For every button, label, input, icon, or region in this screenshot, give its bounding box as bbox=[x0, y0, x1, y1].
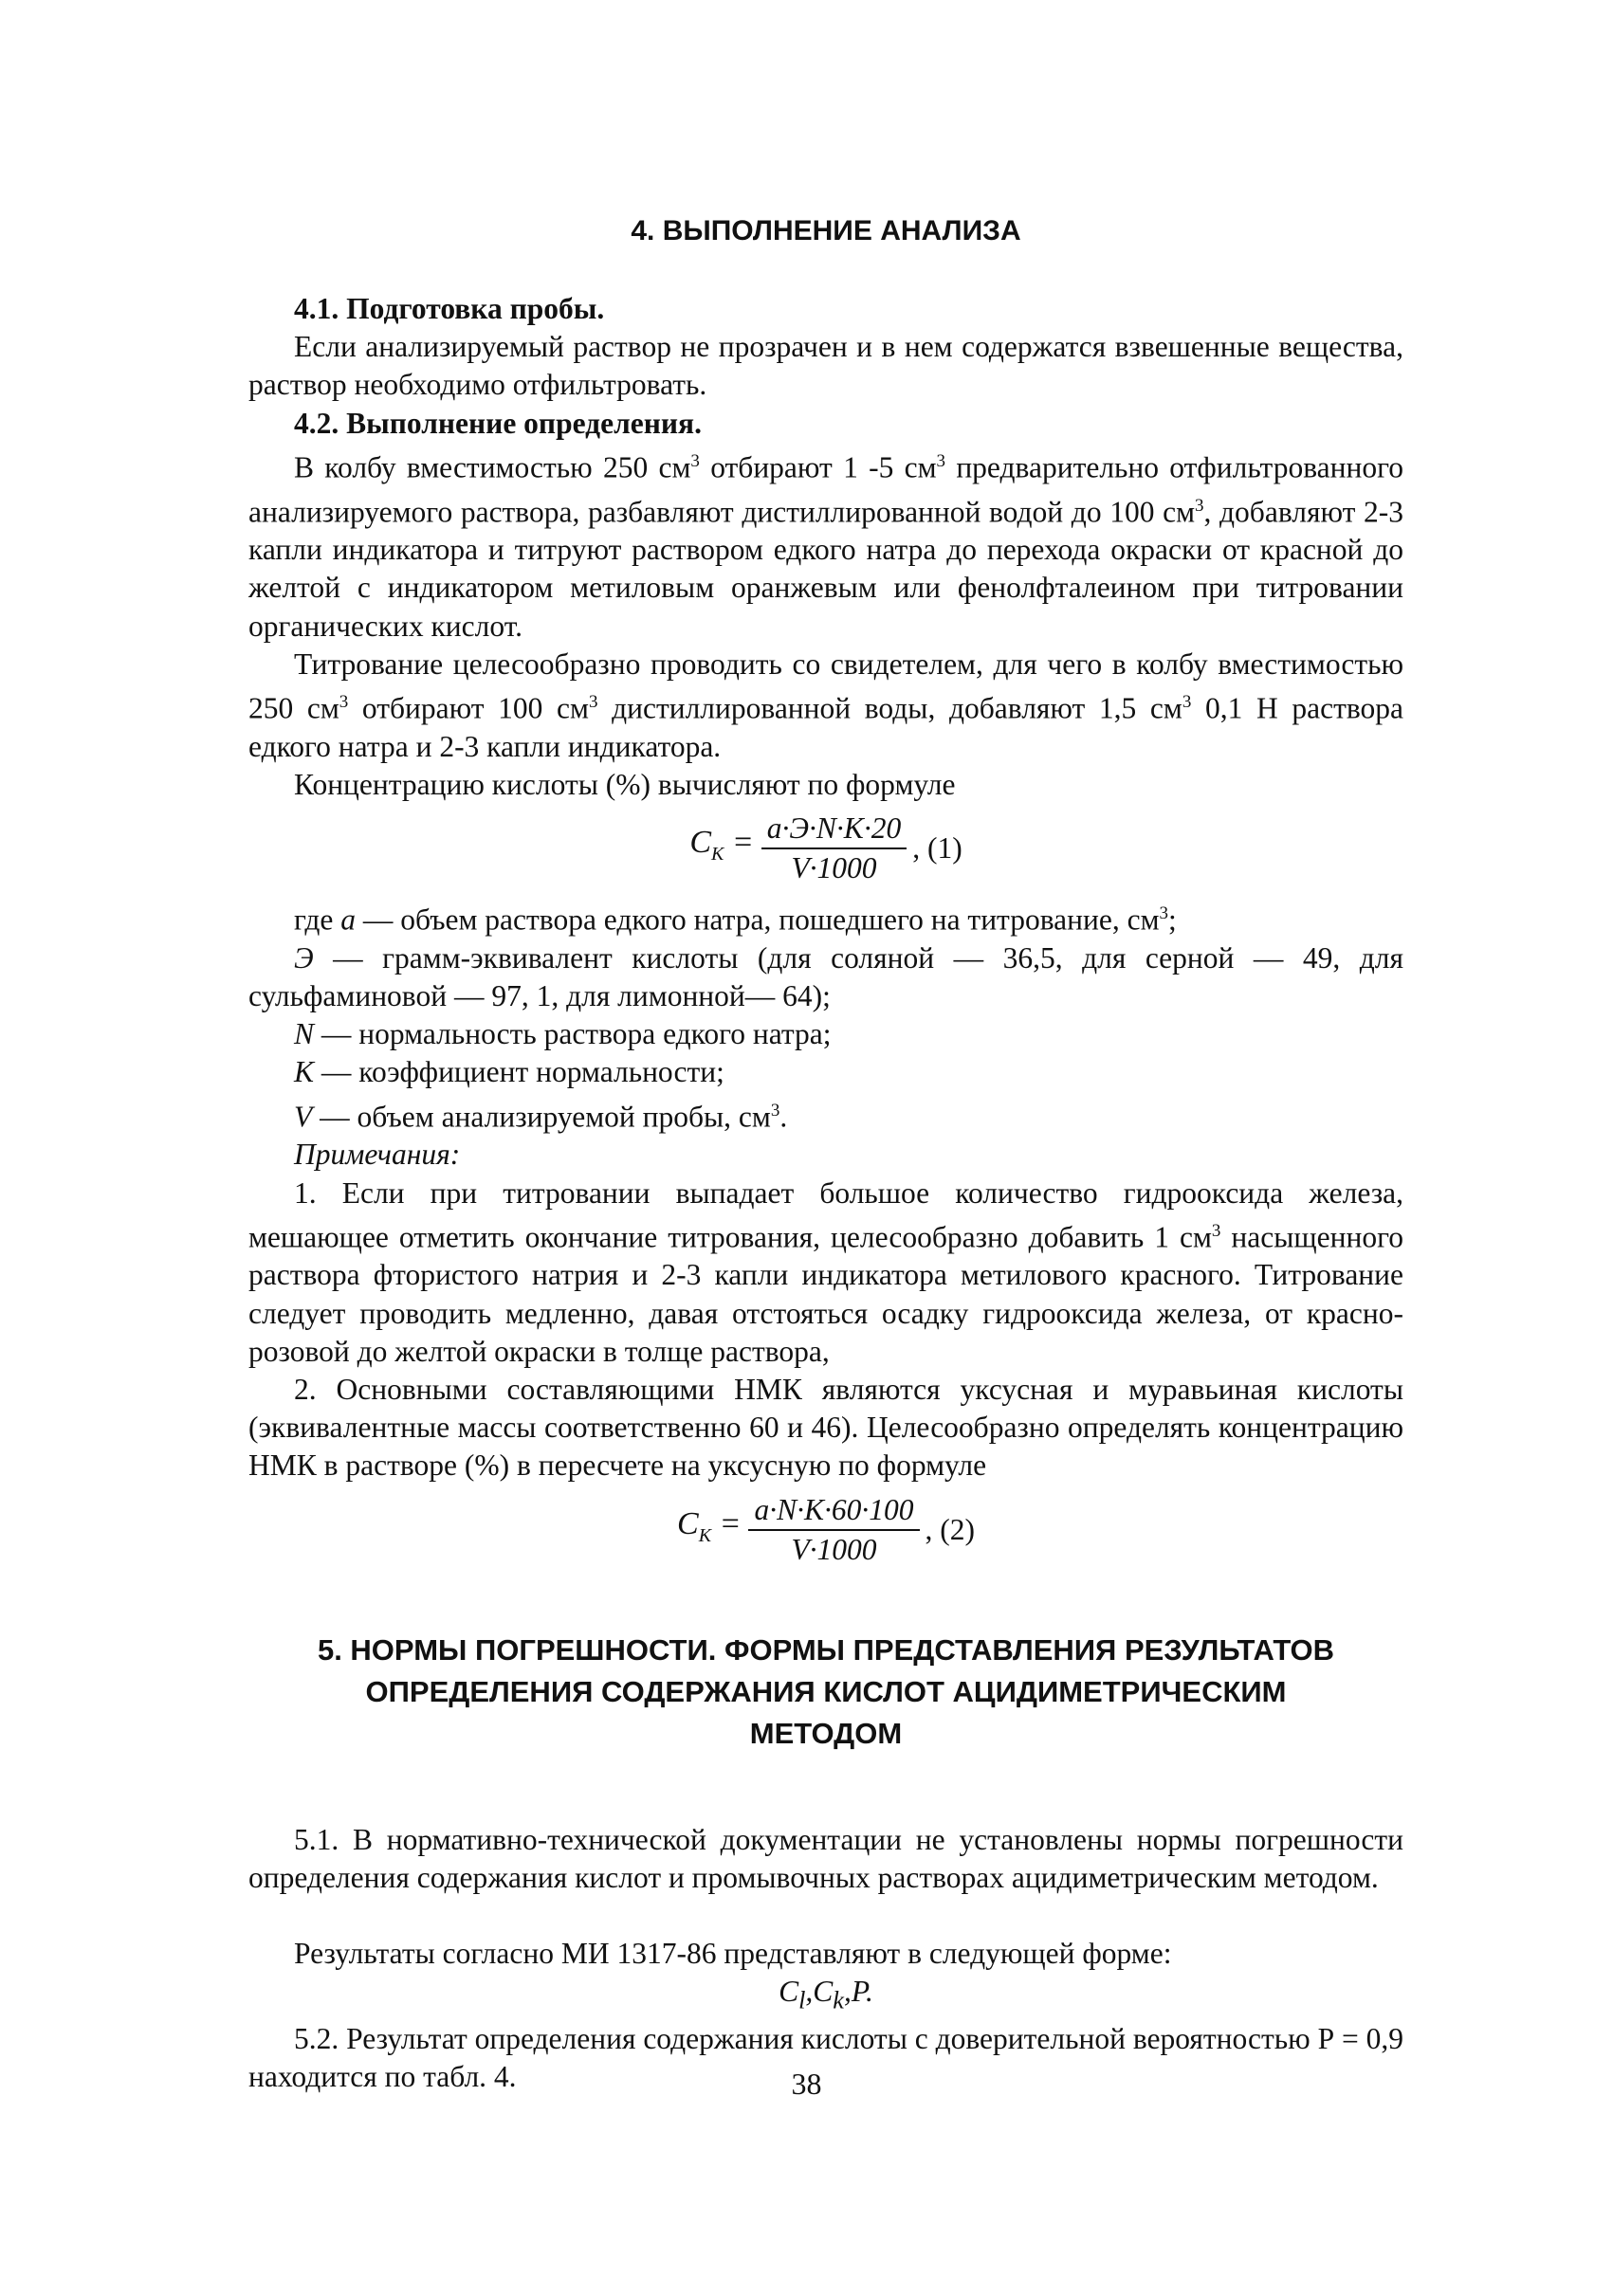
page-number: 38 bbox=[791, 2067, 822, 2101]
section-5-title-line-1: 5. НОРМЫ ПОГРЕШНОСТИ. ФОРМЫ ПРЕДСТАВЛЕНИЯ РЕЗУЛЬТАТОВ bbox=[317, 1632, 1335, 1667]
text-fragment: , добавляют 2-3 капли индикатора и титруют раствором едкого натра до перехода окраски от красной до желтой с индикатором метиловым оранжевым или фенолфталеином при титровании органических кислот. bbox=[248, 495, 1403, 643]
text-fragment: предварительно отфильтрованного анализируемого раствора, разбавляют дистиллированной водой до 100 см bbox=[248, 450, 1403, 529]
text-fragment: 0,1 Н раствора едкого натра и 2-3 капли индикатора. bbox=[248, 691, 1403, 763]
text-fragment: — грамм-эквивалент кислоты (для соляной — 36,5, для серной — 49, для сульфаминовой — 97, 1, для лимонной— 64); bbox=[248, 940, 1403, 1013]
superscript: 3 bbox=[770, 1100, 780, 1121]
formula-equals: = bbox=[711, 1505, 742, 1541]
formula-2 bbox=[248, 1489, 1403, 1571]
formula-equals: = bbox=[724, 825, 754, 861]
text-fragment: ,C bbox=[805, 1975, 834, 2009]
formula-subscript: K bbox=[698, 1524, 712, 1546]
subsection-5-2: 5.2. Результат определения содержания кислоты с доверительной вероятностью Р = 0,9 находится по табл. 4. bbox=[248, 2021, 1403, 2093]
formula-2-numerator: a·N·K·60·100 bbox=[748, 1493, 919, 1531]
legend-k bbox=[248, 1053, 1403, 1091]
legend-symbol: a bbox=[340, 902, 356, 937]
legend-v bbox=[248, 1092, 1403, 1137]
superscript: 3 bbox=[588, 692, 598, 713]
subsection-4-1-title: 4.1. Подготовка пробы. bbox=[294, 292, 605, 325]
formula-2-tag: , (2) bbox=[925, 1512, 975, 1546]
legend-symbol: N bbox=[294, 1017, 315, 1051]
subsection-5-1: 5.1. В нормативно-технической документации не установлены нормы погрешности определения содержания кислот и промывочных растворах ацидиметрическим методом. bbox=[248, 1822, 1403, 1894]
legend-n bbox=[248, 1015, 1403, 1053]
formula-1-lhs bbox=[689, 824, 753, 873]
legend-symbol: K bbox=[294, 1055, 315, 1089]
subsection-4-1-text: Если анализируемый раствор не прозрачен и в нем содержатся взвешенные вещества, раствор необходимо отфильтровать. bbox=[248, 330, 1403, 402]
formula-1-tag: , (1) bbox=[912, 831, 962, 866]
superscript: 3 bbox=[1211, 1220, 1221, 1241]
superscript: 3 bbox=[690, 450, 700, 471]
notes-title: Примечания: bbox=[294, 1138, 461, 1172]
formula-symbol: C bbox=[689, 825, 711, 861]
legend-symbol: Э bbox=[294, 940, 314, 975]
text-fragment: где bbox=[294, 902, 341, 937]
text-fragment: дистиллированной воды, добавляют 1,5 см bbox=[597, 691, 1182, 725]
text-fragment: 1. Если при титровании выпадает большое количество гидрооксида железа, мешающее отметить окончание титрования, целесообразно добавить 1 см bbox=[248, 1175, 1403, 1254]
legend-a bbox=[248, 895, 1403, 939]
subscript: l bbox=[798, 1986, 806, 2014]
text-fragment: Титрование целесообразно проводить со свидетелем, для чего в колбу вместимостью 250 см bbox=[248, 647, 1403, 725]
text-fragment: ; bbox=[1168, 902, 1177, 937]
text-fragment: — нормальность раствора едкого натра; bbox=[314, 1017, 832, 1051]
note-2: 2. Основными составляющими НМК являются уксусная и муравьиная кислоты (эквивалентные массы соответственно 60 и 46). Целесообразно определять концентрацию НМК в растворе (%) в пересчете на уксусную по формуле bbox=[248, 1373, 1403, 1483]
note-1 bbox=[248, 1175, 1403, 1372]
page-content bbox=[248, 210, 1403, 2096]
legend-e bbox=[248, 939, 1403, 1015]
formula-subscript: K bbox=[711, 843, 724, 865]
formula-symbol: C bbox=[677, 1505, 699, 1541]
text-fragment: ,P. bbox=[843, 1975, 873, 2009]
text-fragment: — коэффициент нормальности; bbox=[314, 1055, 724, 1089]
superscript: 3 bbox=[1195, 495, 1204, 516]
text-fragment: отбирают 100 см bbox=[348, 691, 589, 725]
superscript: 3 bbox=[936, 450, 946, 471]
section-5-title-line-3: МЕТОДОМ bbox=[749, 1716, 903, 1750]
formula-2-lhs bbox=[677, 1505, 741, 1555]
results-line: Результаты согласно МИ 1317-86 представляют в следующей форме: bbox=[294, 1937, 1172, 1971]
paragraph-procedure bbox=[248, 443, 1403, 646]
section-5-title bbox=[248, 1630, 1403, 1755]
spacer bbox=[248, 1897, 1403, 1935]
text-fragment: — объем раствора едкого натра, пошедшего на титрование, см bbox=[355, 902, 1160, 937]
superscript: 3 bbox=[339, 692, 349, 713]
superscript: 3 bbox=[1182, 692, 1192, 713]
formula-2-denominator: V·1000 bbox=[791, 1532, 877, 1566]
paragraph-concentration-intro: Концентрацию кислоты (%) вычисляют по формуле bbox=[294, 767, 956, 801]
text-fragment: — объем анализируемой пробы, см bbox=[312, 1100, 771, 1134]
superscript: 3 bbox=[1159, 903, 1169, 924]
results-form bbox=[248, 1973, 1403, 2020]
legend-symbol: V bbox=[294, 1100, 313, 1134]
formula-1-numerator: a·Э·N·K·20 bbox=[761, 811, 907, 849]
section-4-title: 4. ВЫПОЛНЕНИЕ АНАЛИЗА bbox=[631, 215, 1021, 246]
text-fragment: C bbox=[779, 1975, 799, 2009]
text-fragment: отбирают 1 -5 см bbox=[699, 450, 937, 484]
formula-1 bbox=[248, 808, 1403, 889]
text-fragment: . bbox=[779, 1100, 788, 1134]
formula-2-fraction bbox=[748, 1493, 919, 1567]
text-fragment: В колбу вместимостью 250 см bbox=[294, 450, 691, 484]
section-5-title-line-2: ОПРЕДЕЛЕНИЯ СОДЕРЖАНИЯ КИСЛОТ АЦИДИМЕТРИЧЕСКИМ bbox=[365, 1674, 1287, 1708]
formula-1-denominator: V·1000 bbox=[791, 851, 877, 885]
paragraph-witness bbox=[248, 646, 1403, 766]
text-fragment: насыщенного раствора фтористого натрия и 2-3 капли индикатора метилового красного. Титрование следует проводить медленно, давая отстояться осадку гидрооксида железа, от красно-розовой до желтой окраски в толще раствора, bbox=[248, 1220, 1403, 1368]
formula-1-fraction bbox=[761, 811, 907, 885]
subsection-4-2-title: 4.2. Выполнение определения. bbox=[294, 406, 702, 440]
subscript: k bbox=[833, 1986, 844, 2014]
